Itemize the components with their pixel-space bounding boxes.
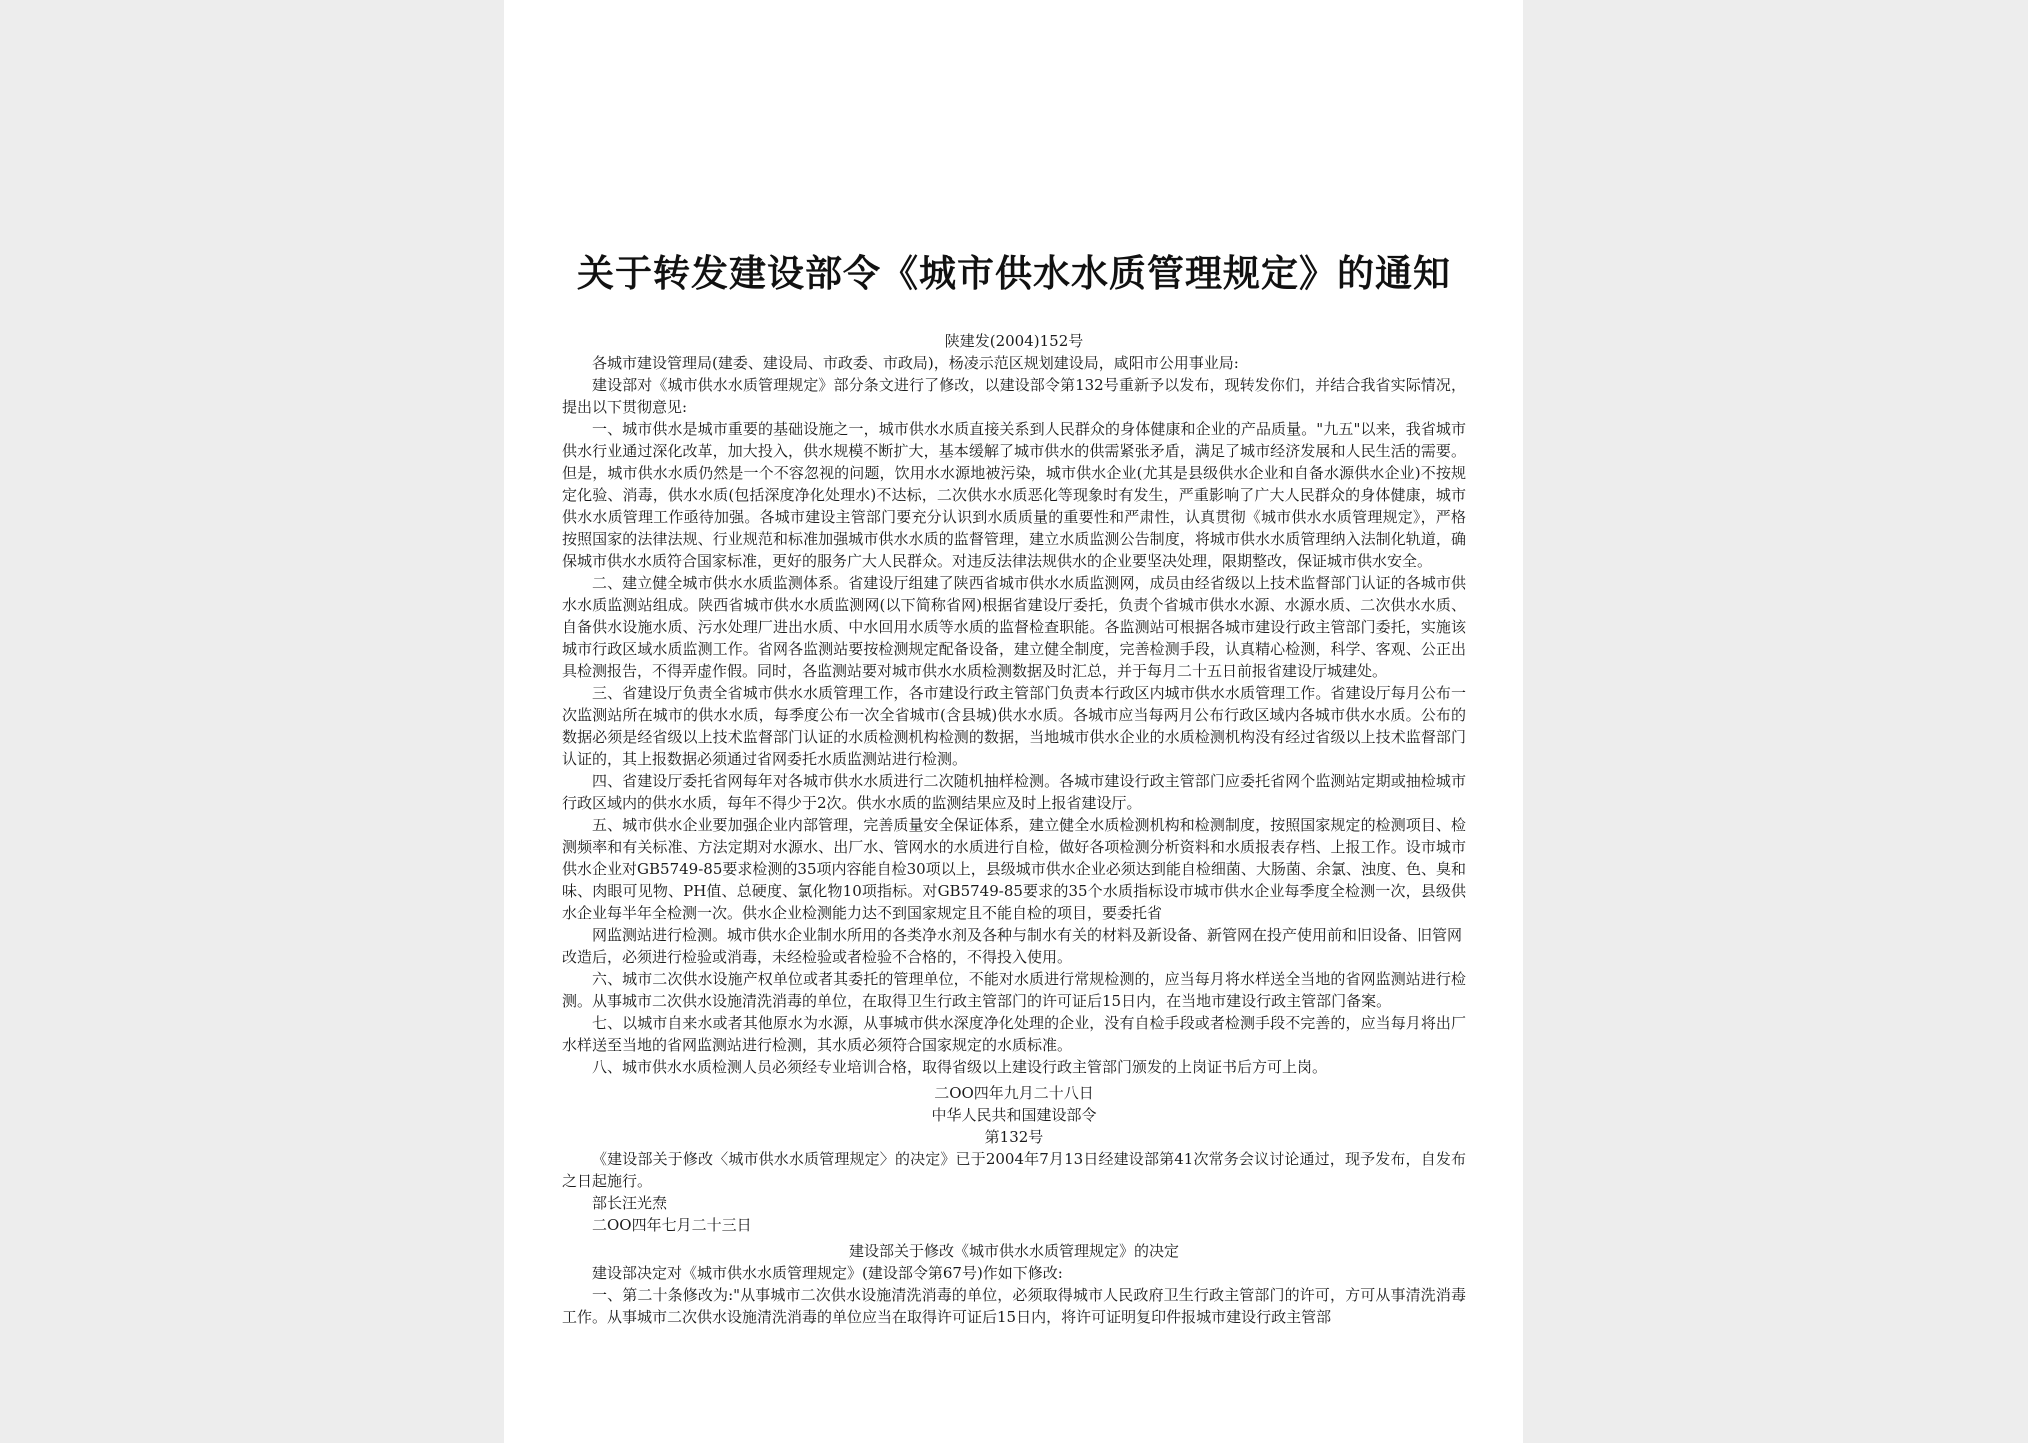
document-body: [562, 252, 1466, 1328]
paragraph-3: 三、省建设厅负责全省城市供水水质管理工作，各市建设行政主管部门负责本行政区内城市供水水质管理工作。省建设厅每月公布一次监测站所在城市的供水水质，每季度公布一次全省城市(含县城)供水水质。各城市应当每两月公布行政区域内各城市供水水质。公布的数据必须是经省级以上技术监督部门认证的水质检测机构检测的数据，当地城市供水企业的水质检测机构没有经过省级以上技术监督部门认证的，其上报数据必须通过省网委托水质监测站进行检测。: [562, 684, 1466, 769]
decree-text: 《建设部关于修改〈城市供水水质管理规定〉的决定》已于2004年7月13日经建设部第41次常务会议讨论通过，现予发布，自发布之日起施行。: [562, 1150, 1466, 1191]
minister-signature: 部长汪光焘: [592, 1194, 668, 1213]
paragraph-1: 一、城市供水是城市重要的基础设施之一，城市供水水质直接关系到人民群众的身体健康和企业的产品质量。"九五"以来，我省城市供水行业通过深化改革，加大投入，供水规模不断扩大，基本缓解了城市供水的供需紧张矛盾，满足了城市经济发展和人民生活的需要。但是，城市供水水质仍然是一个不容忽视的问题，饮用水水源地被污染，城市供水企业(尤其是县级供水企业和自备水源供水企业)不按规定化验、消毒，供水水质(包括深度净化处理水)不达标，二次供水水质恶化等现象时有发生，严重影响了广大人民群众的身体健康，城市供水水质管理工作亟待加强。各城市建设主管部门要充分认识到水质质量的重要性和严肃性，认真贯彻《城市供水水质管理规定》，严格按照国家的法律法规、行业规范和标准加强城市供水水质的监督管理，建立水质监测公告制度，将城市供水水质管理纳入法制化轨道，确保城市供水水质符合国家标准，更好的服务广大人民群众。对违反法律法规供水的企业要坚决处理，限期整改，保证城市供水安全。: [562, 420, 1466, 571]
paragraph-6: 六、城市二次供水设施产权单位或者其委托的管理单位，不能对水质进行常规检测的，应当每月将水样送全当地的省网监测站进行检测。从事城市二次供水设施清洗消毒的单位，在取得卫生行政主管部门的许可证后15日内，在当地市建设行政主管部门备案。: [562, 970, 1466, 1011]
paragraph-2: 二、建立健全城市供水水质监测体系。省建设厅组建了陕西省城市供水水质监测网，成员由经省级以上技术监督部门认证的各城市供水水质监测站组成。陕西省城市供水水质监测网(以下简称省网)根据省建设厅委托，负责个省城市供水水源、水源水质、二次供水水质、自备供水设施水质、污水处理厂进出水质、中水回用水质等水质的监督检查职能。各监测站可根据各城市建设行政主管部门委托，实施该城市行政区域水质监测工作。省网各监测站要按检测规定配备设备，建立健全制度，完善检测手段，认真精心检测，科学、客观、公正出具检测报告，不得弄虚作假。同时，各监测站要对城市供水水质检测数据及时汇总，并于每月二十五日前报省建设厅城建处。: [562, 574, 1466, 681]
decision-title: 建设部关于修改《城市供水水质管理规定》的决定: [848, 1242, 1179, 1261]
document-title: 关于转发建设部令《城市供水水质管理规定》的通知: [577, 252, 1451, 295]
issue-date: 二OO四年九月二十八日: [934, 1084, 1094, 1103]
paragraph-5-continued: 网监测站进行检测。城市供水企业制水所用的各类净水剂及各种与制水有关的材料及新设备、新管网在投产使用前和旧设备、旧管网改造后，必须进行检验或消毒，未经检验或者检验不合格的，不得投入使用。: [562, 926, 1463, 967]
paragraph-4: 四、省建设厅委托省网每年对各城市供水水质进行二次随机抽样检测。各城市建设行政主管部门应委托省网个监测站定期或抽检城市行政区域内的供水水质，每年不得少于2次。供水水质的监测结果应及时上报省建设厅。: [562, 772, 1466, 813]
addressee: 各城市建设管理局(建委、建设局、市政委、市政局)，杨凌示范区规划建设局，咸阳市公用事业局:: [592, 354, 1239, 373]
decision-intro: 建设部决定对《城市供水水质管理规定》(建设部令第67号)作如下修改:: [592, 1264, 1063, 1283]
paragraph-7: 七、以城市自来水或者其他原水为水源，从事城市供水深度净化处理的企业，没有自检手段或者检测手段不完善的，应当每月将出厂水样送至当地的省网监测站进行检测，其水质必须符合国家规定的水质标准。: [562, 1014, 1466, 1055]
amendment-1: 一、第二十条修改为:"从事城市二次供水设施清洗消毒的单位，必须取得城市人民政府卫生行政主管部门的许可，方可从事清洗消毒工作。从事城市二次供水设施清洗消毒的单位应当在取得许可证后15日内，将许可证明复印件报城市建设行政主管部: [562, 1286, 1466, 1327]
paragraph-8: 八、城市供水水质检测人员必须经专业培训合格，取得省级以上建设行政主管部门颁发的上岗证书后方可上岗。: [592, 1058, 1328, 1077]
decree-date: 二OO四年七月二十三日: [592, 1216, 752, 1235]
intro-paragraph: 建设部对《城市供水水质管理规定》部分条文进行了修改，以建设部令第132号重新予以发布，现转发你们，并结合我省实际情况，提出以下贯彻意见:: [562, 376, 1466, 417]
ministry-order-heading: 中华人民共和国建设部令: [931, 1106, 1097, 1125]
paragraph-5: 五、城市供水企业要加强企业内部管理，完善质量安全保证体系，建立健全水质检测机构和检测制度，按照国家规定的检测项目、检测频率和有关标准、方法定期对水源水、出厂水、管网水的水质进行自检，做好各项检测分析资料和水质报表存档、上报工作。设市城市供水企业对GB5749-85要求检测的35项内容能自检30项以上，县级城市供水企业必须达到能自检细菌、大肠菌、余氯、浊度、色、臭和味、肉眼可见物、PH值、总硬度、氯化物10项指标。对GB5749-85要求的35个水质指标设市城市供水企业每季度全检测一次，县级供水企业每半年全检测一次。供水企业检测能力达不到国家规定且不能自检的项目，要委托省: [562, 816, 1466, 923]
document-number: 陕建发(2004)152号: [944, 332, 1084, 351]
document-page: [504, 0, 1523, 1443]
order-number: 第132号: [984, 1128, 1044, 1147]
